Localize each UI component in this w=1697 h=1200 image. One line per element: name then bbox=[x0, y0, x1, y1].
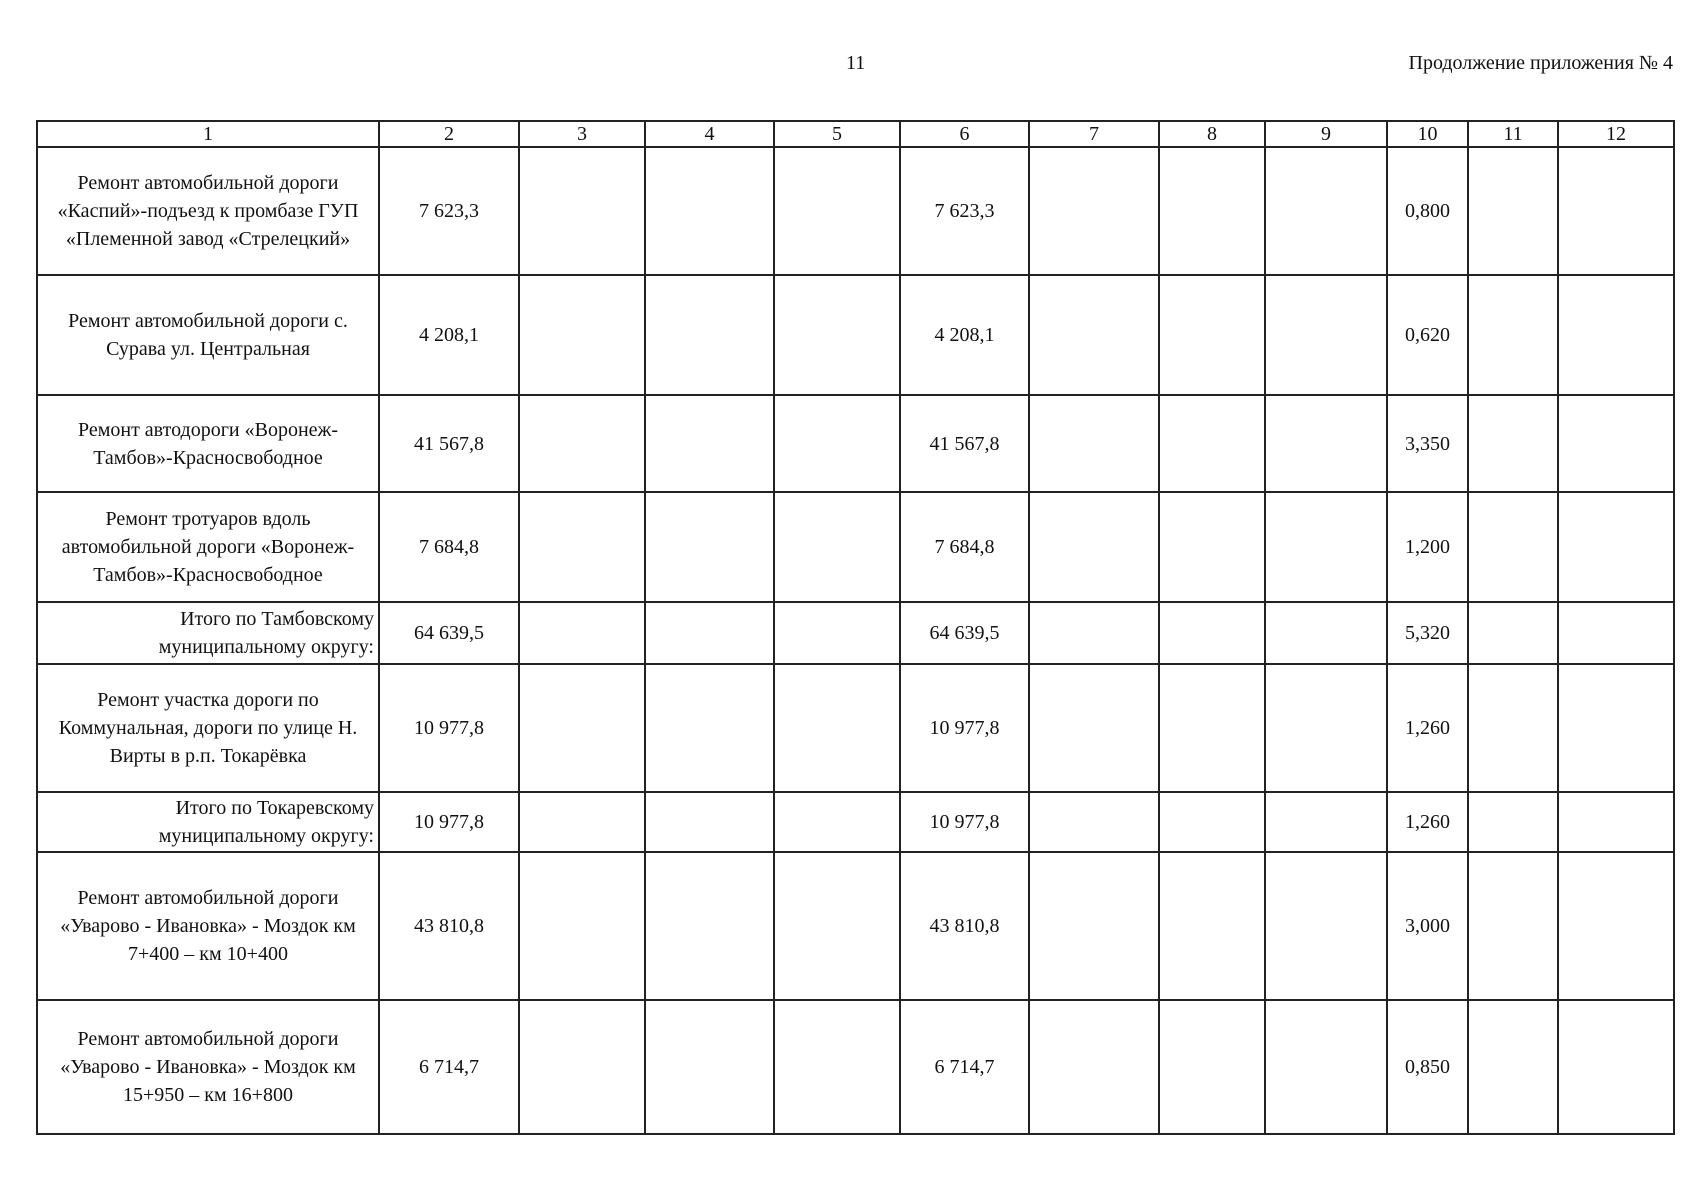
cell-empty bbox=[774, 664, 900, 792]
cell-empty bbox=[1159, 275, 1265, 395]
cell-empty bbox=[519, 852, 645, 1000]
cell-empty bbox=[645, 492, 774, 602]
cell-empty bbox=[645, 1000, 774, 1134]
cell-col-6: 10 977,8 bbox=[900, 664, 1029, 792]
cell-empty bbox=[645, 147, 774, 275]
cell-empty bbox=[774, 147, 900, 275]
cell-empty bbox=[519, 664, 645, 792]
cell-empty bbox=[519, 1000, 645, 1134]
cell-col-2: 4 208,1 bbox=[379, 275, 519, 395]
cell-empty bbox=[1159, 792, 1265, 852]
cell-empty bbox=[519, 602, 645, 664]
cell-col-10: 1,200 bbox=[1387, 492, 1468, 602]
cell-empty bbox=[1029, 492, 1159, 602]
cell-empty bbox=[1468, 792, 1558, 852]
cell-empty bbox=[1159, 395, 1265, 492]
cell-col-6: 7 684,8 bbox=[900, 492, 1029, 602]
cell-empty bbox=[1265, 147, 1387, 275]
cell-empty bbox=[519, 492, 645, 602]
column-header: 3 bbox=[519, 121, 645, 147]
table-row bbox=[37, 147, 1674, 275]
cell-empty bbox=[645, 602, 774, 664]
cell-col-2: 43 810,8 bbox=[379, 852, 519, 1000]
cell-empty bbox=[1265, 664, 1387, 792]
cell-empty bbox=[1265, 602, 1387, 664]
cell-empty bbox=[1029, 792, 1159, 852]
column-header: 9 bbox=[1265, 121, 1387, 147]
cell-empty bbox=[519, 147, 645, 275]
cell-col-6: 64 639,5 bbox=[900, 602, 1029, 664]
cell-empty bbox=[774, 492, 900, 602]
cell-empty bbox=[1265, 852, 1387, 1000]
table-row bbox=[37, 664, 1674, 792]
column-header: 6 bbox=[900, 121, 1029, 147]
cell-empty bbox=[1558, 852, 1674, 1000]
cell-col-6: 10 977,8 bbox=[900, 792, 1029, 852]
cell-empty bbox=[1265, 1000, 1387, 1134]
cell-col-2: 10 977,8 bbox=[379, 664, 519, 792]
cell-empty bbox=[1159, 492, 1265, 602]
row-name: Ремонт автомобильной дороги с. Сурава ул. Центральная bbox=[37, 275, 379, 395]
cell-col-10: 3,350 bbox=[1387, 395, 1468, 492]
cell-empty bbox=[774, 792, 900, 852]
row-name: Ремонт тротуаров вдоль автомобильной дороги «Воронеж-Тамбов»-Красносвободное bbox=[37, 492, 379, 602]
row-name-total: Итого по Токаревскому муниципальному округу: bbox=[37, 792, 379, 852]
cell-empty bbox=[1265, 492, 1387, 602]
cell-empty bbox=[1265, 395, 1387, 492]
cell-empty bbox=[1029, 395, 1159, 492]
cell-empty bbox=[1558, 664, 1674, 792]
cell-empty bbox=[1029, 275, 1159, 395]
column-header: 8 bbox=[1159, 121, 1265, 147]
cell-empty bbox=[1029, 664, 1159, 792]
cell-empty bbox=[774, 602, 900, 664]
cell-empty bbox=[645, 792, 774, 852]
cell-empty bbox=[1558, 492, 1674, 602]
cell-col-6: 4 208,1 bbox=[900, 275, 1029, 395]
cell-empty bbox=[519, 792, 645, 852]
cell-col-10: 3,000 bbox=[1387, 852, 1468, 1000]
cell-col-2: 10 977,8 bbox=[379, 792, 519, 852]
data-table bbox=[36, 120, 1675, 1135]
cell-col-10: 0,620 bbox=[1387, 275, 1468, 395]
table-row-total bbox=[37, 602, 1674, 664]
column-header: 12 bbox=[1558, 121, 1674, 147]
column-header: 7 bbox=[1029, 121, 1159, 147]
cell-col-6: 7 623,3 bbox=[900, 147, 1029, 275]
cell-col-2: 64 639,5 bbox=[379, 602, 519, 664]
table-row-total bbox=[37, 792, 1674, 852]
cell-empty bbox=[519, 395, 645, 492]
cell-empty bbox=[1468, 492, 1558, 602]
cell-empty bbox=[645, 852, 774, 1000]
cell-col-2: 7 684,8 bbox=[379, 492, 519, 602]
cell-empty bbox=[1468, 147, 1558, 275]
page-number: 11 bbox=[846, 52, 866, 74]
cell-empty bbox=[645, 664, 774, 792]
cell-empty bbox=[1468, 852, 1558, 1000]
column-header: 1 bbox=[37, 121, 379, 147]
cell-empty bbox=[1558, 602, 1674, 664]
cell-empty bbox=[645, 395, 774, 492]
cell-empty bbox=[1265, 275, 1387, 395]
column-header: 10 bbox=[1387, 121, 1468, 147]
cell-empty bbox=[1468, 275, 1558, 395]
cell-col-10: 0,850 bbox=[1387, 1000, 1468, 1134]
row-name-total: Итого по Тамбовскому муниципальному округу: bbox=[37, 602, 379, 664]
cell-col-10: 1,260 bbox=[1387, 664, 1468, 792]
cell-col-2: 41 567,8 bbox=[379, 395, 519, 492]
cell-col-10: 5,320 bbox=[1387, 602, 1468, 664]
cell-empty bbox=[1029, 147, 1159, 275]
cell-col-2: 6 714,7 bbox=[379, 1000, 519, 1134]
cell-empty bbox=[774, 1000, 900, 1134]
cell-empty bbox=[1159, 602, 1265, 664]
cell-empty bbox=[1159, 852, 1265, 1000]
cell-empty bbox=[1029, 1000, 1159, 1134]
cell-empty bbox=[1558, 395, 1674, 492]
column-header: 11 bbox=[1468, 121, 1558, 147]
cell-empty bbox=[519, 275, 645, 395]
cell-col-6: 6 714,7 bbox=[900, 1000, 1029, 1134]
cell-col-10: 0,800 bbox=[1387, 147, 1468, 275]
column-number-row bbox=[37, 121, 1674, 147]
cell-empty bbox=[1558, 275, 1674, 395]
cell-col-2: 7 623,3 bbox=[379, 147, 519, 275]
row-name: Ремонт автомобильной дороги «Уварово - Ивановка» - Моздок км 15+950 – км 16+800 bbox=[37, 1000, 379, 1134]
cell-empty bbox=[1468, 602, 1558, 664]
row-name: Ремонт автомобильной дороги «Каспий»-подъезд к промбазе ГУП «Племенной завод «Стрелецкий» bbox=[37, 147, 379, 275]
cell-empty bbox=[1468, 664, 1558, 792]
row-name: Ремонт автодороги «Воронеж-Тамбов»-Красносвободное bbox=[37, 395, 379, 492]
cell-col-10: 1,260 bbox=[1387, 792, 1468, 852]
table-row bbox=[37, 275, 1674, 395]
cell-empty bbox=[774, 395, 900, 492]
cell-empty bbox=[1159, 147, 1265, 275]
cell-empty bbox=[1558, 147, 1674, 275]
cell-col-6: 41 567,8 bbox=[900, 395, 1029, 492]
cell-empty bbox=[774, 275, 900, 395]
table-row bbox=[37, 492, 1674, 602]
cell-empty bbox=[1558, 792, 1674, 852]
cell-empty bbox=[1468, 395, 1558, 492]
cell-empty bbox=[1029, 852, 1159, 1000]
appendix-continuation-label: Продолжение приложения № 4 bbox=[1408, 52, 1673, 74]
cell-col-6: 43 810,8 bbox=[900, 852, 1029, 1000]
cell-empty bbox=[1265, 792, 1387, 852]
cell-empty bbox=[1029, 602, 1159, 664]
row-name: Ремонт участка дороги по Коммунальная, дороги по улице Н. Вирты в р.п. Токарёвка bbox=[37, 664, 379, 792]
column-header: 4 bbox=[645, 121, 774, 147]
cell-empty bbox=[1468, 1000, 1558, 1134]
table-row bbox=[37, 395, 1674, 492]
table-row bbox=[37, 1000, 1674, 1134]
table-row bbox=[37, 852, 1674, 1000]
cell-empty bbox=[645, 275, 774, 395]
row-name: Ремонт автомобильной дороги «Уварово - Ивановка» - Моздок км 7+400 – км 10+400 bbox=[37, 852, 379, 1000]
cell-empty bbox=[1558, 1000, 1674, 1134]
column-header: 5 bbox=[774, 121, 900, 147]
cell-empty bbox=[774, 852, 900, 1000]
column-header: 2 bbox=[379, 121, 519, 147]
cell-empty bbox=[1159, 664, 1265, 792]
cell-empty bbox=[1159, 1000, 1265, 1134]
